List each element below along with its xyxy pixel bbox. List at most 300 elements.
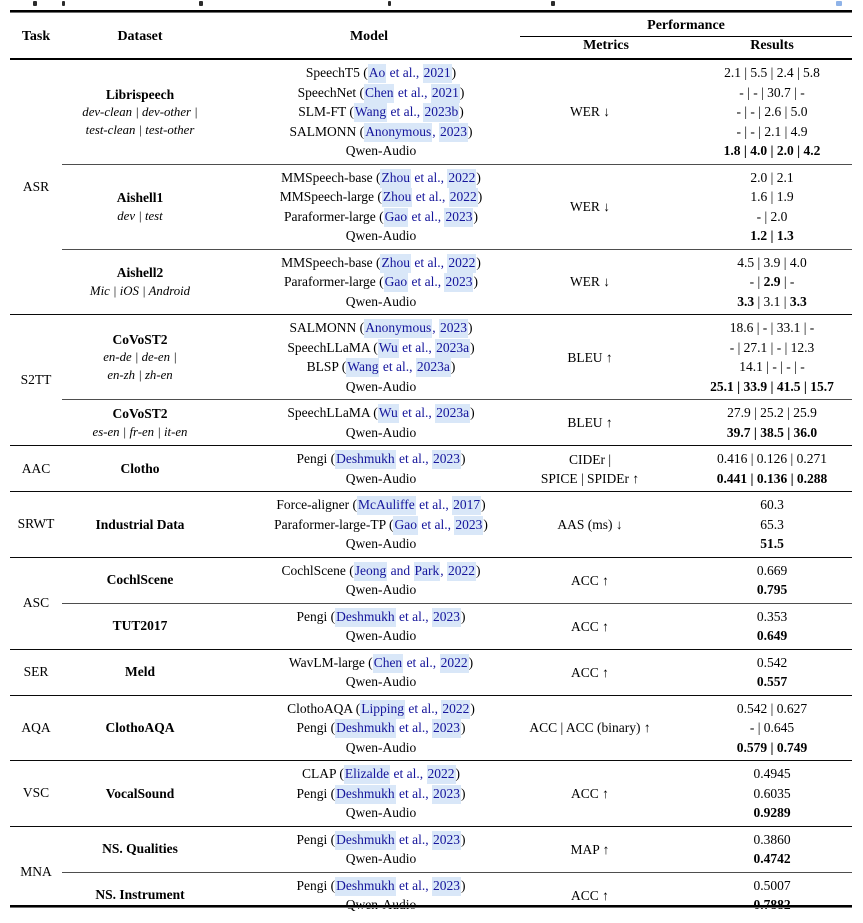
citation-link-box: 2022: [441, 700, 470, 719]
table-bottom-rule: [10, 905, 852, 908]
results-cell: [692, 872, 852, 918]
citation-link[interactable]: Lipping et al., 2022: [360, 700, 470, 719]
result-line: [692, 357, 852, 377]
result-line: [692, 469, 852, 489]
metric-label: SPICE | SPIDEr ↑: [540, 470, 640, 486]
result-value: - | - | 2.1 | 4.9: [736, 123, 808, 139]
dataset-cell: [62, 761, 218, 827]
result-value: 2.9: [763, 274, 781, 289]
citation-link-box: 2022: [447, 169, 476, 188]
dataset-name: CochlScene: [106, 572, 174, 588]
result-line: [692, 318, 852, 338]
metrics-cell: [520, 315, 692, 400]
column-header-model: Model: [218, 13, 520, 59]
model-name: Qwen-Audio: [345, 470, 417, 486]
result-line: [692, 738, 852, 758]
dataset-name: Librispeech: [105, 86, 175, 102]
result-line: [692, 102, 852, 122]
metrics-cell: [520, 446, 692, 492]
dataset-subtitle: dev | test: [117, 208, 163, 223]
model-line: [242, 469, 520, 489]
model-name: SpeechT5 (: [305, 65, 368, 80]
metrics-cell: [520, 695, 692, 761]
metric-label: WER ↓: [569, 104, 611, 120]
model-line: [242, 187, 520, 207]
results-cell: [692, 557, 852, 603]
metrics-cell: [520, 492, 692, 558]
citation-close-paren: ): [477, 189, 483, 204]
model-name: Qwen-Audio: [345, 739, 417, 755]
citation-link-box: Wu: [378, 404, 399, 423]
dataset-subtitle: es-en | fr-en | it-en: [92, 424, 188, 439]
citation-close-paren: ): [470, 405, 475, 420]
dataset-cell: [62, 446, 218, 492]
task-cell: [10, 649, 62, 695]
task-cell: [10, 492, 62, 558]
model-name: SpeechNet (: [297, 84, 364, 100]
cropped-text-fragment: [33, 1, 37, 6]
model-line: [242, 272, 520, 292]
metric-label: MAP ↑: [570, 841, 610, 857]
model-line: [242, 141, 520, 161]
citation-close-paren: ): [473, 274, 478, 289]
result-line: [692, 63, 852, 83]
result-line: [692, 253, 852, 273]
task-cell: [10, 695, 62, 761]
column-header-metrics: Metrics: [520, 37, 692, 60]
citation-close-paren: ): [450, 359, 456, 374]
dataset-cell: [62, 695, 218, 761]
table-row: [10, 400, 852, 446]
result-line: [692, 672, 852, 692]
citation-close-paren: ): [476, 254, 481, 270]
citation-link[interactable]: Deshmukh et al., 2023: [335, 831, 461, 850]
dataset-name: VocalSound: [105, 785, 175, 801]
metrics-cell: [520, 872, 692, 918]
citation-close-paren: ): [461, 831, 466, 847]
citation-link[interactable]: Anonymous, 2023: [364, 319, 468, 338]
model-name: SpeechLLaMA (: [287, 339, 378, 355]
citation-link-box: 2023: [439, 319, 468, 338]
task-label: ASC: [22, 595, 50, 610]
citation-link[interactable]: Zhou et al., 2022: [380, 254, 476, 273]
dataset-name: TUT2017: [112, 618, 168, 634]
citation-link-box: Deshmukh: [335, 785, 396, 804]
model-line: [242, 626, 520, 646]
result-value: - | 2.0: [756, 208, 788, 224]
model-line: [242, 338, 520, 358]
result-line: [692, 561, 852, 581]
citation-link-box: Wu: [378, 339, 399, 358]
citation-link-box: Park: [414, 562, 441, 581]
model-name: SpeechLLaMA (: [287, 405, 378, 420]
result-value: 18.6 | - | 33.1 | -: [729, 320, 815, 335]
task-label: AQA: [21, 719, 51, 735]
citation-link[interactable]: Elizalde et al., 2022: [344, 765, 456, 784]
model-cell: [218, 557, 520, 603]
model-line: [242, 784, 520, 804]
result-line: [692, 626, 852, 646]
result-value: 0.9289: [753, 805, 791, 820]
citation-link[interactable]: Deshmukh et al., 2023: [335, 785, 461, 804]
result-line: [692, 653, 852, 673]
model-name: Qwen-Audio: [345, 628, 417, 643]
metrics-cell: [520, 761, 692, 827]
result-value: 2.0 | 2.1: [750, 169, 794, 185]
metric-label: ACC ↑: [571, 618, 609, 634]
citation-link[interactable]: Chen et al., 2021: [364, 84, 460, 103]
model-name: MMSpeech-large (: [279, 189, 382, 204]
model-name: Paraformer-large-TP (: [274, 516, 394, 532]
model-line: [242, 764, 520, 784]
model-line: [242, 292, 520, 312]
metric-label: ACC ↑: [571, 785, 609, 801]
model-name: SLM-FT (: [298, 104, 354, 119]
citation-link[interactable]: Zhou et al., 2022: [380, 169, 476, 188]
result-value: 0.353: [756, 608, 788, 624]
result-line: [692, 764, 852, 784]
dataset-cell: [62, 649, 218, 695]
model-line: [242, 738, 520, 758]
model-line: [242, 495, 520, 515]
citation-link[interactable]: Wang et al., 2023a: [346, 358, 451, 377]
task-cell: [10, 446, 62, 492]
metric-label: ACC ↑: [571, 572, 609, 588]
model-name: Qwen-Audio: [345, 424, 417, 440]
metric-label: ACC | ACC (binary) ↑: [529, 720, 651, 736]
task-label: SRWT: [17, 516, 55, 532]
result-value: 0.441 | 0.136 | 0.288: [716, 470, 828, 486]
citation-link-box: 2023: [432, 831, 461, 850]
results-table: [10, 13, 852, 918]
citation-link-box: Deshmukh: [335, 877, 396, 896]
citation-link[interactable]: Ao et al., 2021: [368, 64, 452, 83]
result-line: [692, 168, 852, 188]
dataset-subtitle: Mic | iOS | Android: [89, 283, 191, 298]
citation-link-box: 2023a: [435, 404, 470, 423]
citation-link-box: 2023a: [435, 339, 470, 358]
dataset-cell: [62, 872, 218, 918]
results-cell: [692, 826, 852, 872]
result-value: 65.3: [760, 516, 784, 532]
model-cell: [218, 59, 520, 164]
table-row: [10, 695, 852, 761]
dataset-name: CoVoST2: [112, 406, 168, 421]
citation-link-box: Jeong: [354, 562, 388, 581]
citation-link-box: Deshmukh: [335, 450, 396, 469]
result-value: 0.557: [756, 674, 788, 689]
model-line: [242, 83, 520, 103]
citation-link[interactable]: Wu et al., 2023a: [378, 404, 470, 423]
result-line: [692, 338, 852, 358]
results-cell: [692, 249, 852, 315]
model-name: Pengi (: [296, 451, 336, 466]
dataset-name: NS. Qualities: [102, 841, 178, 857]
dataset-cell: [62, 249, 218, 315]
citation-close-paren: ): [467, 123, 473, 139]
task-cell: [10, 59, 62, 315]
result-value: 27.9 | 25.2 | 25.9: [727, 405, 817, 420]
result-line: [692, 122, 852, 142]
column-header-performance: Performance: [520, 13, 852, 37]
result-line: [692, 830, 852, 850]
result-value: 1.6 | 1.9: [750, 189, 794, 204]
result-value: 4.5 | 3.9 | 4.0: [737, 254, 807, 270]
citation-link-box: 2021: [423, 64, 452, 83]
model-cell: [218, 872, 520, 918]
model-cell: [218, 249, 520, 315]
citation-link-box: Deshmukh: [335, 719, 396, 738]
dataset-cell: [62, 315, 218, 400]
result-line: [692, 403, 852, 423]
citation-close-paren: ): [461, 877, 466, 893]
model-name: ClothoAQA (: [287, 700, 361, 716]
result-line: [692, 607, 852, 627]
result-value: - |: [749, 274, 764, 289]
dataset-name: Aishell2: [116, 265, 164, 281]
table-row: [10, 872, 852, 918]
citation-link[interactable]: Zhou et al., 2022: [382, 188, 478, 207]
metric-label: BLEU ↑: [567, 415, 613, 430]
column-header-task: Task: [10, 13, 62, 59]
table-header: [10, 13, 852, 59]
result-value: 0.4945: [753, 766, 791, 781]
citation-link-box: Anonymous: [364, 319, 432, 338]
model-cell: [218, 315, 520, 400]
dataset-subtitle: en-de | de-en |: [103, 350, 177, 365]
result-line: [692, 141, 852, 161]
citation-link[interactable]: Gao et al., 2023: [384, 208, 474, 227]
result-value: - | - | 30.7 | -: [739, 84, 805, 100]
dataset-cell: [62, 557, 218, 603]
citation-close-paren: ): [455, 766, 460, 781]
metric-label: AAS (ms) ↓: [557, 516, 623, 532]
model-cell: [218, 446, 520, 492]
model-line: [242, 849, 520, 869]
citation-link[interactable]: Chen et al., 2022: [373, 654, 469, 673]
result-line: [692, 83, 852, 103]
results-cell: [692, 164, 852, 249]
citation-link[interactable]: McAuliffe et al., 2017: [357, 496, 481, 515]
citation-link-box: Ao: [368, 64, 387, 83]
citation-link-box: Zhou: [382, 188, 413, 207]
citation-link-box: 2022: [447, 562, 476, 581]
task-label: MNA: [20, 864, 52, 879]
citation-link-box: 2022: [447, 254, 476, 273]
model-name: Qwen-Audio: [345, 674, 417, 689]
citation-link-box: 2023: [439, 123, 468, 142]
result-value: 2.1 | 5.5 | 2.4 | 5.8: [724, 65, 820, 80]
citation-link-box: McAuliffe: [357, 496, 416, 515]
table-row: [10, 446, 852, 492]
result-value: 60.3: [760, 497, 784, 512]
result-value: 39.7 | 38.5 | 36.0: [726, 424, 818, 440]
result-line: [692, 226, 852, 246]
table-row: [10, 649, 852, 695]
result-line: [692, 718, 852, 738]
model-cell: [218, 649, 520, 695]
result-line: [692, 534, 852, 554]
result-value: 25.1 | 33.9 | 41.5 | 15.7: [710, 378, 834, 394]
result-line: [692, 803, 852, 823]
citation-link[interactable]: Deshmukh et al., 2023: [335, 450, 461, 469]
result-value: - | - | 2.6 | 5.0: [736, 104, 808, 119]
model-line: [242, 122, 520, 142]
result-line: [692, 699, 852, 719]
citation-link[interactable]: Gao et al., 2023: [393, 516, 483, 535]
table-row: [10, 761, 852, 827]
result-value: 0.579 | 0.749: [736, 739, 808, 755]
result-value: 0.4742: [753, 851, 791, 866]
citation-close-paren: ): [459, 104, 464, 119]
column-header-dataset: Dataset: [62, 13, 218, 59]
citation-link[interactable]: Wang et al., 2023b: [354, 103, 459, 122]
model-line: [242, 102, 520, 122]
result-value: 0.669: [756, 562, 788, 578]
metrics-cell: [520, 826, 692, 872]
results-cell: [692, 603, 852, 649]
task-cell: [10, 826, 62, 918]
results-cell: [692, 400, 852, 446]
results-cell: [692, 446, 852, 492]
model-name: Pengi (: [296, 877, 336, 893]
citation-link[interactable]: Deshmukh et al., 2023: [335, 719, 461, 738]
model-name: Qwen-Audio: [345, 143, 417, 158]
citation-link-box: Chen: [373, 654, 404, 673]
model-cell: [218, 164, 520, 249]
result-value: 3.3: [789, 293, 807, 309]
model-cell: [218, 826, 520, 872]
model-line: [242, 561, 520, 581]
model-line: [242, 607, 520, 627]
citation-close-paren: ): [461, 451, 466, 466]
model-name: Qwen-Audio: [345, 536, 417, 551]
results-cell: [692, 695, 852, 761]
model-name: Pengi (: [296, 831, 336, 847]
result-line: [692, 849, 852, 869]
model-line: [242, 534, 520, 554]
table-row: [10, 315, 852, 400]
dataset-subtitle: en-zh | zh-en: [107, 367, 173, 382]
result-value: 0.649: [756, 628, 788, 643]
task-label: AAC: [21, 460, 51, 476]
dataset-name: Industrial Data: [95, 516, 185, 532]
metrics-cell: [520, 557, 692, 603]
model-line: [242, 226, 520, 246]
dataset-name: NS. Instrument: [95, 887, 185, 903]
result-line: [692, 423, 852, 443]
citation-link-box: 2023: [432, 608, 461, 627]
result-line: [692, 784, 852, 804]
model-name: Pengi (: [296, 785, 336, 801]
column-header-results: Results: [692, 37, 852, 60]
metric-label: ACC ↑: [571, 664, 609, 680]
citation-link-box: 2022: [427, 765, 456, 784]
task-label: ASR: [22, 179, 50, 194]
metric-label: BLEU ↑: [567, 349, 613, 365]
model-name: Qwen-Audio: [345, 805, 417, 820]
result-line: [692, 515, 852, 535]
citation-close-paren: ): [470, 700, 475, 716]
model-name: Pengi (: [296, 720, 336, 735]
model-cell: [218, 400, 520, 446]
result-value: | -: [780, 274, 795, 289]
citation-link[interactable]: Wu et al., 2023a: [378, 339, 470, 358]
metrics-cell: [520, 249, 692, 315]
dataset-name: ClothoAQA: [105, 720, 175, 735]
result-line: [692, 876, 852, 896]
task-label: SER: [23, 664, 49, 679]
result-value: - | 0.645: [749, 720, 795, 735]
metrics-cell: [520, 59, 692, 164]
model-name: Qwen-Audio: [345, 293, 417, 309]
model-line: [242, 876, 520, 896]
model-line: [242, 718, 520, 738]
model-name: MMSpeech-base (: [281, 169, 381, 185]
result-value: 51.5: [760, 536, 784, 551]
results-cell: [692, 492, 852, 558]
citation-link-box: Chen: [364, 84, 395, 103]
citation-link-box: 2023b: [423, 103, 459, 122]
dataset-subtitle: dev-clean | dev-other |: [82, 105, 198, 119]
table-row: [10, 557, 852, 603]
model-line: [242, 403, 520, 423]
result-line: [692, 580, 852, 600]
citation-link[interactable]: Anonymous, 2023: [364, 123, 468, 142]
citation-link-box: Deshmukh: [335, 831, 396, 850]
result-value: 3.3: [737, 293, 755, 309]
cropped-caption-fragments: [0, 0, 863, 8]
dataset-name: CoVoST2: [112, 331, 168, 347]
citation-link[interactable]: Jeong and Park, 2022: [354, 562, 476, 581]
result-line: [692, 207, 852, 227]
metrics-cell: [520, 164, 692, 249]
metric-label: CIDEr |: [568, 451, 612, 467]
citation-link-box: Gao: [393, 516, 418, 535]
dataset-subtitle: test-clean | test-other: [85, 122, 195, 137]
results-cell: [692, 315, 852, 400]
result-line: [692, 495, 852, 515]
result-value: 1.8 | 4.0 | 2.0 | 4.2: [723, 143, 821, 158]
model-line: [242, 168, 520, 188]
citation-link-box: 2023: [432, 785, 461, 804]
citation-close-paren: ): [461, 608, 466, 624]
citation-link[interactable]: Deshmukh et al., 2023: [335, 608, 461, 627]
metric-label: WER ↓: [569, 199, 611, 214]
task-label: VSC: [22, 785, 50, 801]
citation-close-paren: ): [481, 497, 486, 512]
citation-link[interactable]: Gao et al., 2023: [384, 273, 474, 292]
citation-link-box: Wang: [346, 358, 379, 377]
model-cell: [218, 603, 520, 649]
table-row: [10, 59, 852, 164]
citation-close-paren: ): [476, 562, 481, 578]
model-cell: [218, 492, 520, 558]
citation-link-box: 2023: [432, 450, 461, 469]
citation-link-box: 2023: [454, 516, 483, 535]
result-value: 0.3860: [753, 831, 791, 847]
result-value: 0.416 | 0.126 | 0.271: [716, 451, 828, 466]
dataset-cell: [62, 826, 218, 872]
dataset-cell: [62, 400, 218, 446]
result-line: [692, 377, 852, 397]
cropped-text-fragment: [199, 1, 203, 6]
citation-link-box: Lipping: [360, 700, 405, 719]
model-line: [242, 423, 520, 443]
citation-link[interactable]: Deshmukh et al., 2023: [335, 877, 461, 896]
model-line: [242, 253, 520, 273]
task-label: S2TT: [20, 372, 52, 387]
